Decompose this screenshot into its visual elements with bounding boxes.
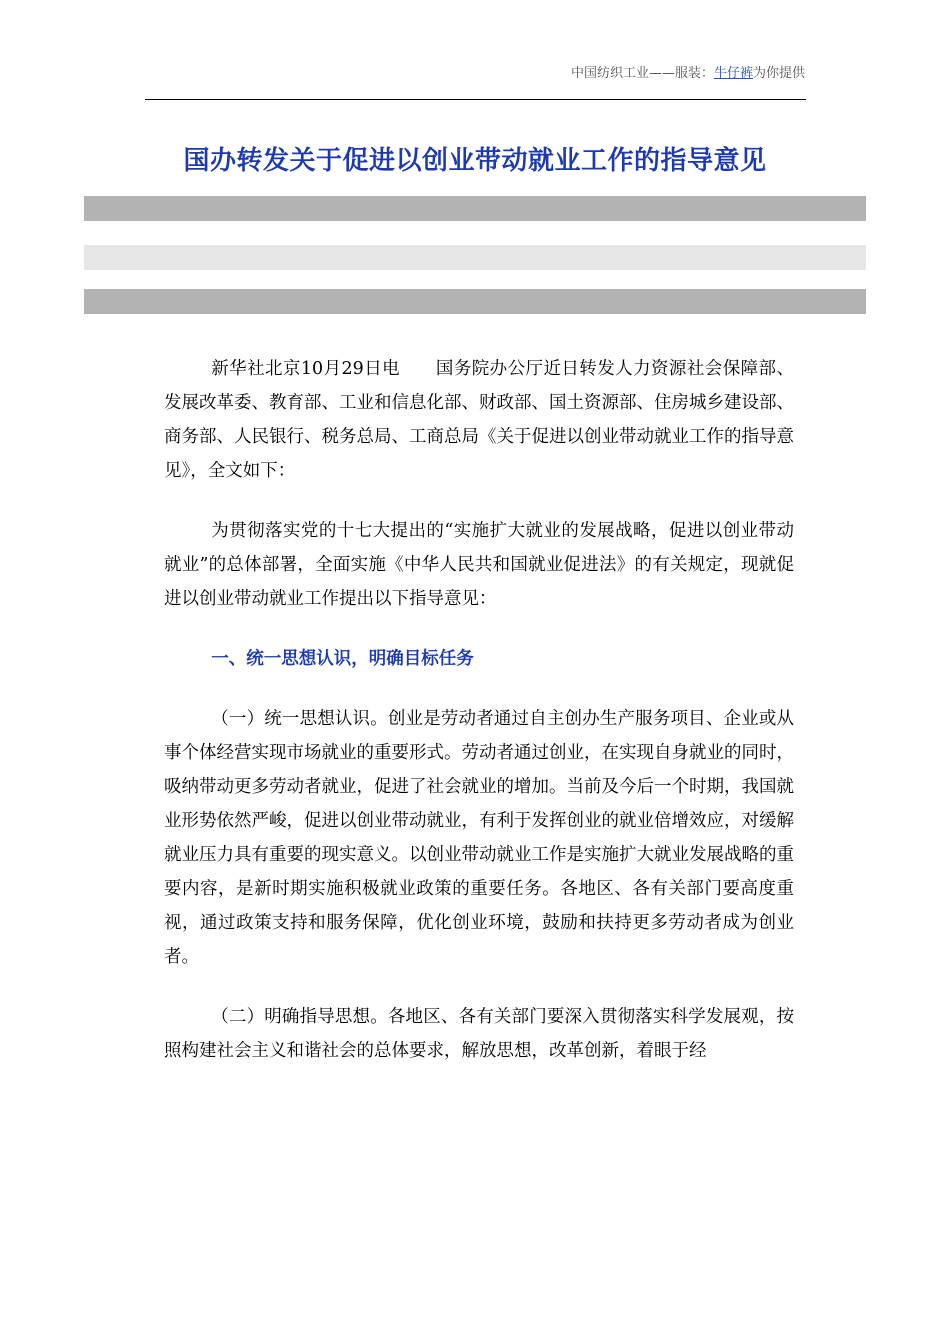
decorative-band-1 [84,196,866,221]
paragraph-intro: 新华社北京10月29日电 国务院办公厅近日转发人力资源社会保障部、发展改革委、教育部、工业和信息化部、财政部、国土资源部、住房城乡建设部、商务部、人民银行、税务总局、工商总局《关于促进以创业带动就业工作的指导意见》，全文如下： [164,359,794,481]
header-prefix: 中国纺织工业——服装： [570,66,714,81]
header-rule [145,99,806,100]
section-heading-1: 一、统一思想认识，明确目标任务 [211,649,474,669]
header-link[interactable]: 牛仔裤 [713,66,753,81]
decorative-band-2 [84,245,866,270]
decorative-band-3 [84,289,866,314]
header-suffix: 为你提供 [752,66,805,81]
page-header [145,66,805,82]
document-title: 国办转发关于促进以创业带动就业工作的指导意见 [183,146,767,176]
paragraph-item-2: （二）明确指导思想。各地区、各有关部门要深入贯彻落实科学发展观，按照构建社会主义和谐社会的总体要求，解放思想，改革创新，着眼于经 [164,1007,794,1061]
paragraph-item-1: （一）统一思想认识。创业是劳动者通过自主创办生产服务项目、企业或从事个体经营实现市场就业的重要形式。劳动者通过创业，在实现自身就业的同时，吸纳带动更多劳动者就业，促进了社会就业的增加。当前及今后一个时期，我国就业形势依然严峻，促进以创业带动就业，有利于发挥创业的就业倍增效应，对缓解就业压力具有重要的现实意义。以创业带动就业工作是实施扩大就业发展战略的重要内容，是新时期实施积极就业政策的重要任务。各地区、各有关部门要高度重视，通过政策支持和服务保障，优化创业环境，鼓励和扶持更多劳动者成为创业者。 [164,709,794,967]
document-body [164,352,794,1094]
paragraph-purpose: 为贯彻落实党的十七大提出的“实施扩大就业的发展战略，促进以创业带动就业”的总体部署，全面实施《中华人民共和国就业促进法》的有关规定，现就促进以创业带动就业工作提出以下指导意见： [164,521,794,609]
